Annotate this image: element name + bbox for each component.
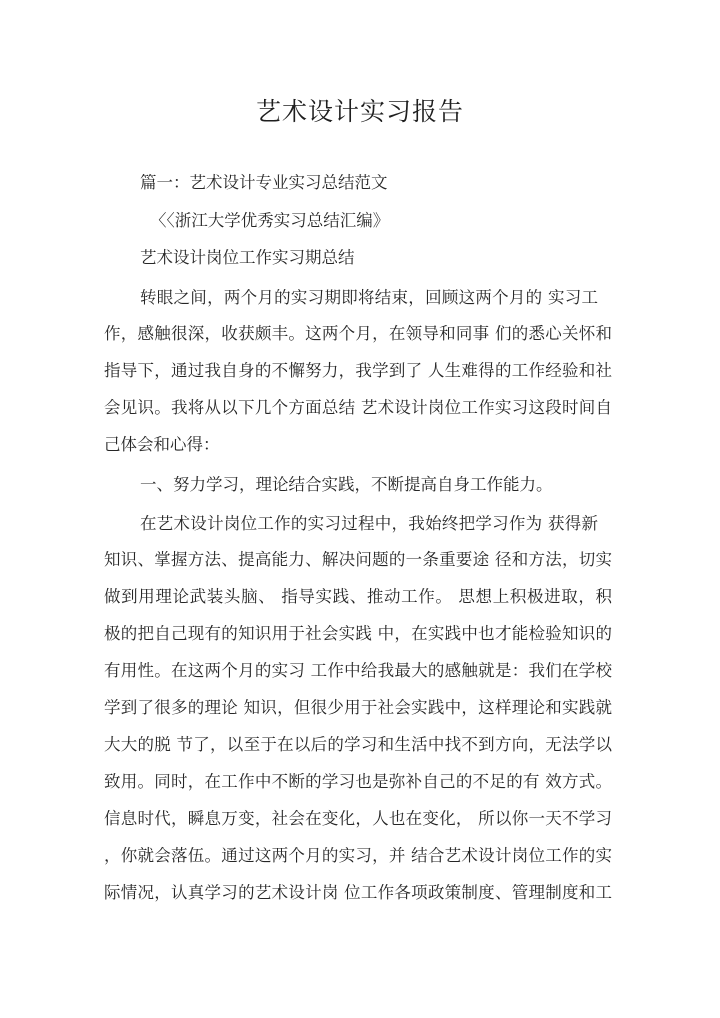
subtitle-line: 艺术设计岗位工作实习期总结	[140, 248, 355, 267]
paragraph-line: ，你就会落伍。通过这两个月的实习，并 结合艺术设计岗位工作的实	[104, 846, 612, 865]
paragraph-line: 会见识。我将从以下几个方面总结 艺术设计岗位工作实习这段时间自	[104, 398, 612, 417]
paragraph-line: 在艺术设计岗位工作的实习过程中，我始终把学习作为 获得新	[140, 514, 598, 533]
paragraph-line: 致用。同时，在工作中不断的学习也是弥补自己的不足的有 效方式。	[104, 772, 612, 791]
section-heading: 一、努力学习，理论结合实践，不断提高自身工作能力。	[140, 475, 553, 494]
paragraph-line: 际情况，认真学习的艺术设计岗 位工作各项政策制度、管理制度和工	[104, 883, 612, 902]
paragraph-line: 转眼之间，两个月的实习期即将结束，回顾这两个月的 实习工	[140, 288, 598, 307]
paragraph-line: 学到了很多的理论 知识，但很少用于社会实践中，这样理论和实践就	[104, 698, 612, 717]
paragraph-line: 做到用理论武装头脑、 指导实践、推动工作。 思想上积极进取，积	[104, 587, 612, 606]
paragraph-line: 信息时代，瞬息万变，社会在变化，人也在变化， 所以你一天不学习	[104, 809, 612, 828]
paragraph-line: 己体会和心得：	[104, 435, 220, 454]
source-line: 〈〈浙江大学优秀实习总结汇编》	[150, 211, 390, 230]
paragraph-line: 极的把自己现有的知识用于社会实践 中，在实践中也才能检验知识的	[104, 624, 612, 643]
paragraph-line: 作，感触很深，收获颇丰。这两个月，在领导和同事 们的悉心关怀和	[104, 324, 612, 343]
paragraph-line: 大大的脱 节了，以至于在以后的学习和生活中找不到方向，无法学以	[104, 735, 612, 754]
paragraph-line: 有用性。在这两个月的实习 工作中给我最大的感触就是：我们在学校	[104, 661, 612, 680]
paragraph-line: 知识、掌握方法、提高能力、解决问题的一条重要途 径和方法，切实	[104, 550, 612, 569]
paragraph-line: 指导下，通过我自身的不懈努力，我学到了 人生难得的工作经验和社	[104, 361, 612, 380]
document-title: 艺术设计实习报告	[255, 97, 464, 126]
section-heading: 篇一：艺术设计专业实习总结范文	[140, 173, 388, 192]
